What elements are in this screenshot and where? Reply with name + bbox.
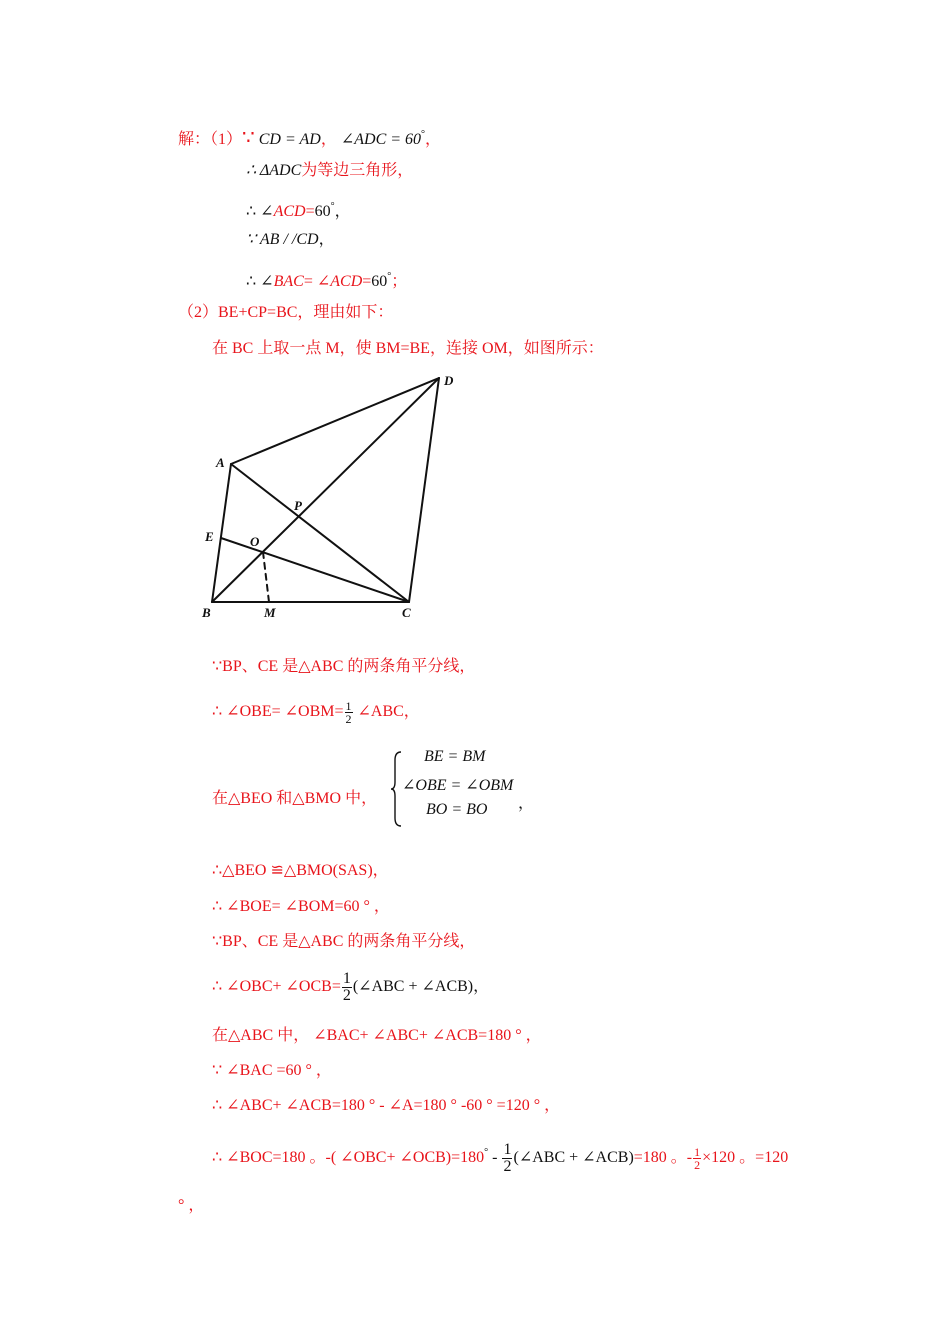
denominator: 2	[345, 711, 352, 726]
denominator: 2	[503, 1157, 512, 1175]
segment-bd	[212, 378, 439, 602]
value-180-minus: =180 。-	[633, 1149, 693, 1166]
triangle-compare-label: 在△BEO 和△BMO 中，	[212, 790, 378, 807]
angle-bac: BAC	[273, 273, 304, 290]
solution-line-3	[246, 196, 351, 223]
angle-boc-line	[212, 1128, 788, 1178]
segment-ac	[231, 464, 409, 602]
label-m: M	[264, 605, 276, 620]
fraction-one-half-small	[693, 1146, 701, 1171]
therefore-angle: ∴ ∠	[246, 273, 274, 290]
triangle-angle-sum: 在△ABC 中， ∠BAC+ ∠ABC+ ∠ACB=180 ° ，	[212, 1027, 542, 1044]
equals-angle: = ∠	[303, 273, 331, 290]
equilateral-text: 为等边三角形，	[301, 162, 414, 179]
numerator: 1	[694, 1144, 701, 1159]
therefore-angle: ∴ ∠	[246, 203, 274, 220]
eq-obe-obm: ∠OBE = ∠OBM	[402, 777, 514, 794]
angle-abc-acb-sum: (∠ABC + ∠ACB)	[513, 1149, 634, 1166]
angle-acd: ACD	[330, 273, 363, 290]
segment-ab	[212, 464, 231, 602]
eq-cd-ad: CD = AD	[258, 131, 321, 148]
solution-line-4	[246, 229, 335, 251]
segment-ad	[231, 378, 439, 464]
system-comma: ，	[518, 795, 535, 812]
label-d: D	[444, 373, 454, 388]
equation-system	[388, 748, 538, 828]
part2-heading: （2）BE+CP=BC，理由如下：	[178, 304, 394, 321]
fraction-one-half	[342, 971, 352, 1004]
minus: -	[488, 1149, 502, 1166]
eq-bo-bo: BO = BO	[426, 801, 488, 818]
half-angle-line	[212, 690, 420, 734]
label-p: P	[294, 498, 302, 513]
trailing-degree: ° ，	[178, 1197, 205, 1214]
semicolon: ；	[391, 273, 408, 290]
numerator: 1	[342, 969, 351, 987]
degree-mark: °	[330, 201, 335, 212]
label-a: A	[216, 455, 225, 470]
solution-line-2	[246, 160, 413, 182]
numerator: 1	[345, 698, 352, 713]
denominator: 2	[694, 1157, 701, 1172]
segment-om-dashed	[263, 552, 269, 602]
angle-boc-expr: ∴ ∠BOC=180 。-( ∠OBC+ ∠OCB)=180	[212, 1149, 485, 1166]
segment-dc	[409, 378, 439, 602]
angle-obc-ocb: ∴ ∠OBC+ ∠OCB=	[212, 978, 341, 995]
construction-text: 在 BC 上取一点 M，使 BM=BE，连接 OM，如图所示：	[212, 340, 604, 357]
comma: ，	[473, 978, 490, 995]
degree-mark: °	[387, 271, 392, 282]
because-symbol: ∵	[242, 127, 255, 149]
congruence-line: ∴△BEO ≌△BMO(SAS)，	[212, 862, 389, 879]
parallel-ab-cd: ∵ AB / /CD	[246, 231, 319, 248]
bisector-statement-1: ∵BP、CE 是△ABC 的两条角平分线，	[212, 658, 476, 675]
label-e: E	[205, 529, 214, 544]
eq-be-bm: BE = BM	[424, 748, 486, 765]
angle-sum-half-line	[212, 962, 489, 1012]
label-b: B	[202, 605, 211, 620]
comma: ，	[334, 203, 351, 220]
fraction-one-half	[502, 1142, 512, 1175]
degree-mark: °	[421, 129, 426, 140]
denominator: 2	[342, 986, 351, 1004]
eq-angle-adc: ∠ADC = 60	[340, 131, 422, 148]
fraction-one-half	[345, 700, 353, 725]
solution-line-1	[178, 124, 441, 151]
angle-acd: ACD	[273, 203, 306, 220]
geometry-figure	[196, 366, 466, 622]
numerator: 1	[503, 1140, 512, 1158]
angle-abc-acb-line: ∴ ∠ABC+ ∠ACB=180 ° - ∠A=180 ° -60 ° =120 ° ，	[212, 1097, 561, 1114]
bisector-statement-2: ∵BP、CE 是△ABC 的两条角平分线，	[212, 933, 476, 950]
angle-abc: ∠ABC，	[353, 703, 420, 720]
solution-label: 解：（1）	[178, 131, 243, 148]
comma: ，	[320, 131, 337, 148]
angle-abc-acb-sum: (∠ABC + ∠ACB)	[352, 978, 474, 995]
solution-line-5	[246, 266, 407, 293]
triangle-adc: ∴ ΔADC	[246, 162, 302, 179]
value-60: 60	[314, 203, 331, 220]
comma: ，	[425, 131, 442, 148]
angle-obe-obm: ∴ ∠OBE= ∠OBM=	[212, 703, 344, 720]
value-120: ×120 。=120	[702, 1149, 789, 1166]
comma: ，	[318, 231, 335, 248]
label-c: C	[402, 605, 411, 620]
degree-mark: °	[484, 1147, 489, 1158]
label-o: O	[250, 534, 260, 549]
value-60: 60	[371, 273, 388, 290]
angle-bac-line: ∵ ∠BAC =60 ° ，	[212, 1062, 332, 1079]
angle-boe-line: ∴ ∠BOE= ∠BOM=60 ° ，	[212, 898, 390, 915]
equals: =	[305, 203, 315, 220]
equals: =	[362, 273, 372, 290]
